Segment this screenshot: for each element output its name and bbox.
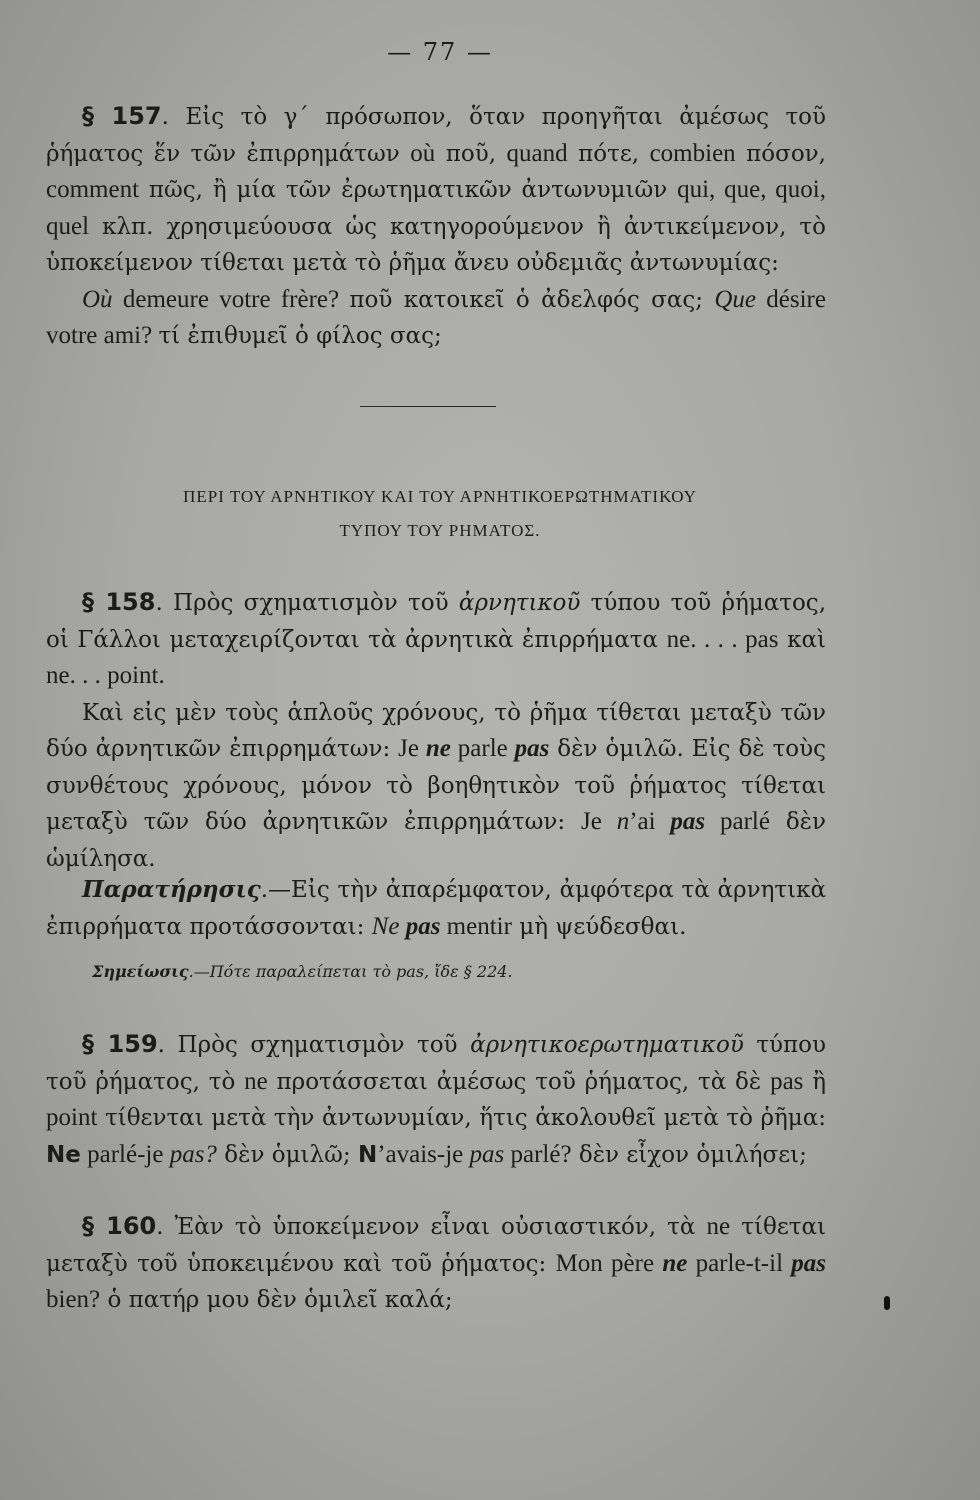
section-160	[46, 1208, 826, 1319]
section-157-paragraph: § 157. Εἰς τὸ γ΄ πρόσωπον, ὅταν προηγῆται ἀμέσως τοῦ ῥήματος ἕν τῶν ἐπιρρημάτων où ποῦ, quand πότε, combien πόσον, comment πῶς, ἢ μία τῶν ἐρωτηματικῶν ἀντωνυμιῶν qui, que, quoi, quel κλπ. χρησιμεύουσα ὡς κατηγορούμενον ἢ ἀντικείμενον, τὸ ὑποκείμενον τίθεται μετὰ τὸ ῥῆμα ἄνευ οὐδεμιᾶς ἀντωνυμίας:	[46, 102, 827, 276]
heading-line-2: ΤΥΠΟΥ ΤΟΥ ΡΗΜΑΤΟΣ.	[339, 521, 541, 540]
chapter-heading	[60, 480, 820, 548]
remark-paragraph: Παρατήρησις.—Εἰς τὴν ἀπαρέμφατον, ἀμφότερα τὰ ἀρνητικὰ ἐπιρρήματα προτάσσονται: Ne pas mentir μὴ ψεύδεσθαι.	[46, 876, 826, 940]
footnote: Σημείωσις.—Πότε παραλείπεται τὸ pas, ἴδε § 224.	[92, 962, 513, 981]
section-159	[46, 1026, 826, 1173]
section-157-example: Où demeure votre frère? ποῦ κατοικεῖ ὁ ἀδελφός σας; Que désire votre ami? τί ἐπιθυμεῖ ὁ φίλος σας;	[46, 285, 826, 349]
heading-line-1: ΠΕΡΙ ΤΟΥ ΑΡΝΗΤΙΚΟΥ ΚΑΙ ΤΟΥ ΑΡΝΗΤΙΚΟΕΡΩΤΗΜΑΤΙΚΟΥ	[183, 487, 697, 506]
ink-mark	[884, 1296, 890, 1310]
section-number: § 158	[82, 588, 156, 616]
section-divider	[360, 406, 496, 407]
section-number: § 157	[82, 102, 162, 130]
section-158-paragraph-2: Καὶ εἰς μὲν τοὺς ἁπλοῦς χρόνους, τὸ ῥῆμα τίθεται μεταξὺ τῶν δύο ἀρνητικῶν ἐπιρρημάτων: Je ne parle pas δὲν ὁμιλῶ. Εἰς δὲ τοὺς συνθέτους χρόνους, μόνον τὸ βοηθητικὸν τοῦ ῥήματος τίθεται μεταξὺ τῶν δύο ἀρνητικῶν ἐπιρρημάτων: Je n’ai pas parlé δὲν ὡμίλησα.	[46, 699, 827, 872]
section-157	[46, 98, 826, 355]
page-number: — 77 —	[387, 38, 493, 66]
footnote-label: Σημείωσις	[92, 962, 189, 981]
section-158-paragraph: § 158. Πρὸς σχηματισμὸν τοῦ ἀρνητικοῦ τύπου τοῦ ῥήματος, οἱ Γάλλοι μεταχειρίζονται τὰ ἀρνητικὰ ἐπιρρήματα ne. . . . pas καὶ ne. . . point.	[46, 588, 827, 689]
section-number: § 159	[82, 1030, 158, 1058]
remark	[46, 872, 826, 945]
remark-label: Παρατήρησις	[82, 876, 261, 903]
section-159-paragraph: § 159. Πρὸς σχηματισμὸν τοῦ ἀρνητικοερωτηματικοῦ τύπου τοῦ ῥήματος, τὸ ne προτάσσεται ἀμέσως τοῦ ῥήματος, τὰ δὲ pas ἢ point τίθενται μετὰ τὴν ἀντωνυμίαν, ἥτις ἀκολουθεῖ μετὰ τὸ ῥῆμα: Ne parlé-je pas? δὲν ὁμιλῶ; N’avais-je pas parlé? δὲν εἶχον ὁμιλήσει;	[46, 1030, 826, 1168]
section-158	[46, 584, 826, 877]
section-160-paragraph: § 160. Ἐὰν τὸ ὑποκείμενον εἶναι οὐσιαστικόν, τὰ ne τίθεται μεταξὺ τοῦ ὑποκειμένου καὶ τοῦ ῥήματος: Mon père ne parle-t-il pas bien? ὁ πατήρ μου δὲν ὁμιλεῖ καλά;	[46, 1212, 827, 1313]
section-number: § 160	[82, 1212, 157, 1240]
